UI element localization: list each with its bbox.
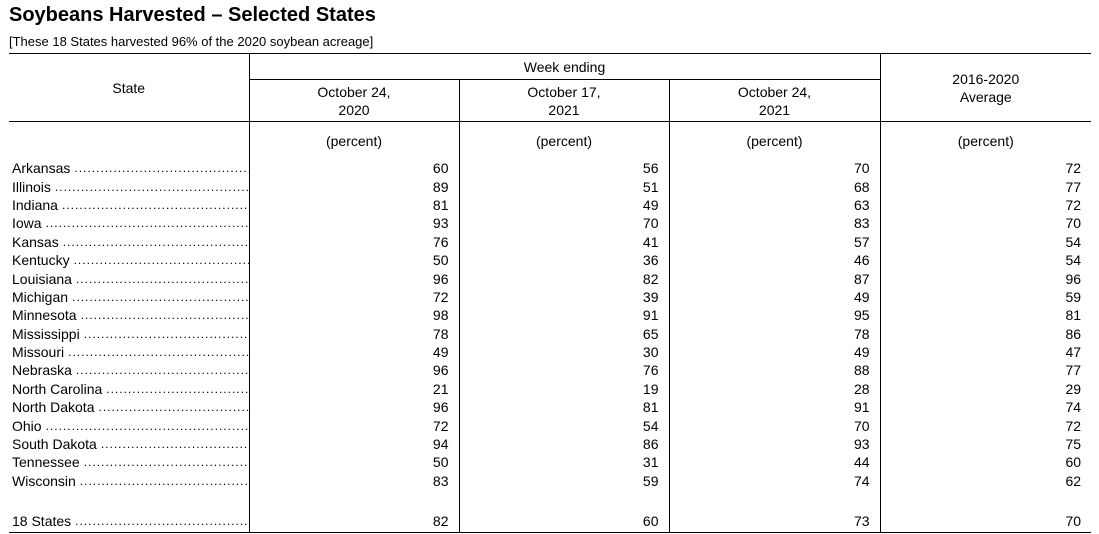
table-row — [9, 380, 1091, 398]
value-cell: 98 — [249, 306, 459, 324]
value-cell: 59 — [1065, 288, 1082, 305]
dot-leader — [74, 251, 249, 269]
state-cell — [9, 233, 249, 251]
value-cell: 59 — [459, 472, 669, 490]
state-name: North Carolina — [12, 380, 103, 397]
dot-leader — [98, 398, 248, 416]
spacer-row — [9, 490, 1091, 510]
value-cell: 91 — [459, 306, 669, 324]
unit-row — [9, 122, 1091, 160]
value-cell: 54 — [459, 416, 669, 434]
value-cell: 70 — [880, 510, 1091, 533]
dot-leader — [68, 343, 248, 361]
dot-leader — [55, 178, 249, 196]
unit-label: (percent) — [459, 122, 669, 160]
value-cell: 76 — [459, 361, 669, 379]
value-cell: 82 — [459, 269, 669, 287]
value-cell: 72 — [1065, 160, 1082, 177]
table-row — [9, 361, 1091, 379]
value-cell: 74 — [669, 472, 880, 490]
state-cell — [9, 361, 249, 379]
dot-leader — [84, 453, 249, 471]
state-name: Ohio — [12, 417, 42, 434]
value-cell: 46 — [669, 251, 880, 269]
value-cell: 96 — [249, 269, 459, 287]
value-cell: 93 — [669, 435, 880, 453]
week-ending-header: Week ending — [249, 54, 880, 80]
table-row — [9, 269, 1091, 287]
state-cell — [9, 251, 249, 269]
state-cell — [9, 288, 249, 306]
value-cell: 19 — [459, 380, 669, 398]
table-row — [9, 343, 1091, 361]
state-name: Louisiana — [12, 270, 72, 287]
value-cell: 50 — [249, 251, 459, 269]
value-cell: 86 — [1065, 325, 1082, 342]
value-cell: 86 — [459, 435, 669, 453]
value-cell: 56 — [459, 159, 669, 177]
value-cell: 65 — [459, 325, 669, 343]
spacer-cell — [669, 490, 880, 510]
table-row — [9, 159, 1091, 177]
report-subtitle: [These 18 States harvested 96% of the 2020 soybean acreage] — [9, 34, 374, 49]
unit-label: (percent) — [249, 122, 459, 160]
value-cell: 50 — [249, 453, 459, 471]
table-row — [9, 306, 1091, 324]
value-cell: 81 — [1065, 307, 1082, 324]
spacer-cell — [459, 490, 669, 510]
state-cell — [9, 159, 249, 177]
state-column-header: State — [9, 54, 249, 122]
dot-leader — [46, 214, 249, 232]
value-cell: 44 — [669, 453, 880, 471]
state-cell — [9, 472, 249, 490]
report-title: Soybeans Harvested – Selected States — [9, 4, 376, 26]
column-header-oct24-2021: October 24, 2021 — [669, 80, 880, 122]
value-cell: 83 — [669, 214, 880, 232]
value-cell: 30 — [459, 343, 669, 361]
state-cell — [9, 416, 249, 434]
value-cell: 94 — [249, 435, 459, 453]
value-cell: 95 — [669, 306, 880, 324]
state-name: Minnesota — [12, 307, 77, 324]
value-cell: 96 — [1065, 270, 1082, 287]
state-name: Kansas — [12, 233, 59, 250]
value-cell: 28 — [669, 380, 880, 398]
value-cell: 36 — [459, 251, 669, 269]
value-cell: 60 — [249, 159, 459, 177]
value-cell: 70 — [1065, 215, 1082, 232]
value-cell: 29 — [1065, 380, 1082, 397]
dot-leader — [106, 380, 248, 398]
dot-leader — [74, 159, 248, 177]
value-cell: 89 — [249, 177, 459, 195]
state-name: Indiana — [12, 196, 58, 213]
value-cell: 78 — [249, 325, 459, 343]
state-name: 18 States — [12, 513, 72, 530]
value-cell: 93 — [249, 214, 459, 232]
table-body — [9, 122, 1091, 533]
value-cell: 88 — [669, 361, 880, 379]
value-cell: 21 — [249, 380, 459, 398]
state-name: Missouri — [12, 344, 65, 361]
state-cell — [9, 398, 249, 416]
value-cell: 49 — [669, 343, 880, 361]
value-cell: 72 — [1065, 417, 1082, 434]
table-row — [9, 472, 1091, 490]
table-row — [9, 416, 1091, 434]
value-cell: 96 — [249, 361, 459, 379]
state-name: Arkansas — [12, 160, 71, 177]
dot-leader — [80, 472, 249, 490]
dot-leader — [62, 196, 249, 214]
table-row — [9, 398, 1091, 416]
value-cell: 70 — [669, 416, 880, 434]
state-name: Kentucky — [12, 252, 70, 269]
state-name: Michigan — [12, 288, 69, 305]
dot-leader — [84, 325, 249, 343]
value-cell: 72 — [249, 288, 459, 306]
state-cell — [9, 196, 249, 214]
value-cell: 31 — [459, 453, 669, 471]
value-cell: 63 — [669, 196, 880, 214]
dot-leader — [75, 512, 248, 530]
unit-label: (percent) — [957, 132, 1014, 149]
value-cell: 76 — [249, 233, 459, 251]
value-cell: 57 — [669, 233, 880, 251]
dot-leader — [76, 270, 249, 288]
value-cell: 72 — [1065, 196, 1082, 213]
value-cell: 49 — [249, 343, 459, 361]
state-name: South Dakota — [12, 436, 97, 453]
state-name: Tennessee — [12, 454, 80, 471]
dot-leader — [101, 435, 249, 453]
average-column-header — [880, 54, 1091, 122]
state-cell — [9, 214, 249, 232]
state-name: Wisconsin — [12, 472, 76, 489]
value-cell: 68 — [669, 177, 880, 195]
dot-leader — [46, 417, 249, 435]
state-cell — [9, 453, 249, 471]
dot-leader — [81, 306, 249, 324]
column-header-oct24-2020: October 24, 2020 — [249, 80, 459, 122]
value-cell: 60 — [1065, 454, 1082, 471]
value-cell: 77 — [1065, 362, 1082, 379]
column-header-oct17-2021: October 17, 2021 — [459, 80, 669, 122]
value-cell: 81 — [459, 398, 669, 416]
state-name: Iowa — [12, 215, 42, 232]
table-row — [9, 453, 1091, 471]
table-row — [9, 196, 1091, 214]
value-cell: 54 — [1065, 252, 1082, 269]
state-cell — [9, 177, 249, 195]
spacer-cell — [880, 490, 1091, 510]
value-cell: 96 — [249, 398, 459, 416]
state-name: Illinois — [12, 178, 51, 195]
spacer-cell — [249, 490, 459, 510]
table-row — [9, 325, 1091, 343]
value-cell: 74 — [1065, 399, 1082, 416]
state-name: Mississippi — [12, 325, 80, 342]
state-cell — [9, 380, 249, 398]
state-cell — [9, 306, 249, 324]
table-row — [9, 233, 1091, 251]
table-row — [9, 214, 1091, 232]
state-cell — [9, 510, 249, 533]
value-cell: 39 — [459, 288, 669, 306]
value-cell: 70 — [669, 159, 880, 177]
dot-leader — [63, 233, 249, 251]
value-cell: 62 — [1065, 472, 1082, 489]
table-row — [9, 288, 1091, 306]
value-cell: 41 — [459, 233, 669, 251]
spacer-cell — [9, 490, 249, 510]
value-cell: 70 — [459, 214, 669, 232]
state-cell — [9, 343, 249, 361]
unit-label: (percent) — [669, 122, 880, 160]
value-cell: 82 — [249, 510, 459, 533]
total-row — [9, 510, 1091, 533]
value-cell: 78 — [669, 325, 880, 343]
value-cell: 72 — [249, 416, 459, 434]
value-cell: 87 — [669, 269, 880, 287]
soybeans-harvested-table — [9, 53, 1091, 533]
value-cell: 47 — [1065, 344, 1082, 361]
value-cell: 60 — [459, 510, 669, 533]
dot-leader — [72, 288, 248, 306]
value-cell: 49 — [459, 196, 669, 214]
value-cell: 83 — [249, 472, 459, 490]
value-cell: 75 — [1065, 436, 1082, 453]
average-header-line1: 2016-2020 — [952, 70, 1020, 87]
table-row — [9, 177, 1091, 195]
state-cell — [9, 325, 249, 343]
value-cell: 81 — [249, 196, 459, 214]
state-cell — [9, 435, 249, 453]
state-cell — [9, 269, 249, 287]
value-cell: 49 — [669, 288, 880, 306]
value-cell: 77 — [1065, 178, 1082, 195]
state-name: Nebraska — [12, 362, 72, 379]
value-cell: 54 — [1065, 233, 1082, 250]
dot-leader — [76, 361, 249, 379]
value-cell: 51 — [459, 177, 669, 195]
value-cell: 73 — [669, 510, 880, 533]
table-row — [9, 435, 1091, 453]
state-name: North Dakota — [12, 399, 95, 416]
table-row — [9, 251, 1091, 269]
value-cell: 91 — [669, 398, 880, 416]
average-header-line2: Average — [959, 88, 1012, 105]
